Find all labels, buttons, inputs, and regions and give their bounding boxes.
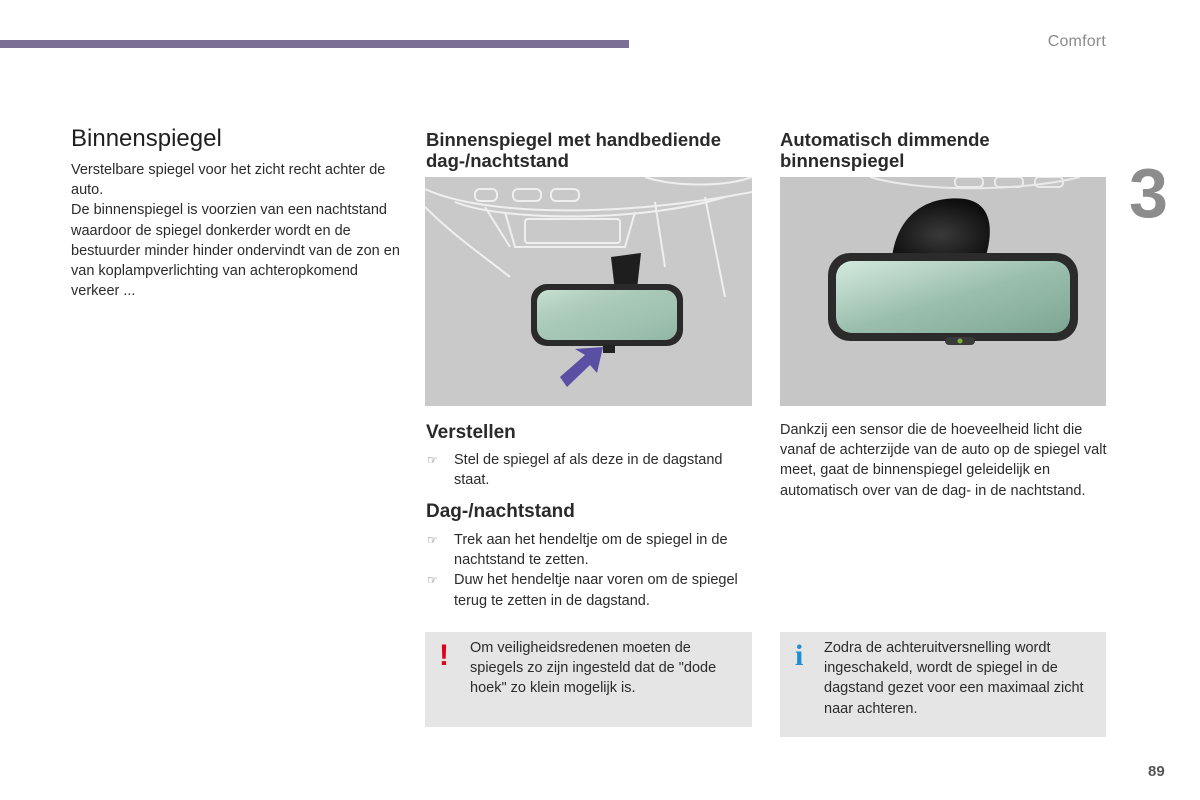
page-number: 89 bbox=[1148, 763, 1165, 780]
manual-mirror-image bbox=[425, 177, 752, 406]
list-item: ☞ Trek aan het hendeltje om de spiegel in de nachtstand te zetten. bbox=[427, 532, 728, 569]
list-item: ☞ Duw het hendeltje naar voren om de spiegel terug te zetten in de dagstand. bbox=[427, 572, 738, 609]
warning-text: Om veiligheidsredenen moeten de spiegels zo zijn ingesteld dat de "dode hoek" zo klein mogelijk is. bbox=[470, 640, 717, 697]
intro-paragraph: Verstelbare spiegel voor het zicht recht achter de auto. bbox=[71, 162, 386, 199]
push-arrow-icon bbox=[560, 347, 603, 387]
daynight-list bbox=[426, 530, 756, 611]
info-text: Zodra de achteruitversnelling wordt ingeschakeld, wordt de spiegel in de dagstand gezet voor een maximaal zicht naar achteren. bbox=[824, 640, 1084, 717]
hand-pointer-icon: ☞ bbox=[427, 573, 438, 588]
section-label: Comfort bbox=[1047, 33, 1106, 50]
daynight-heading: Dag-/nachtstand bbox=[426, 501, 575, 522]
hand-pointer-icon: ☞ bbox=[427, 533, 438, 547]
auto-mirror-description: Dankzij een sensor die de hoeveelheid licht die vanaf de achterzijde van de auto op de spiegel valt meet, gaat de binnenspiegel geleidelijk en automatisch over van de dag- in de nachtstand. bbox=[780, 422, 1107, 499]
warning-icon: ! bbox=[439, 639, 449, 672]
list-item: ☞ Stel de spiegel af als deze in de dagstand staat. bbox=[427, 452, 723, 489]
header-accent-bar bbox=[0, 40, 629, 48]
warning-note bbox=[425, 632, 752, 727]
auto-mirror-image bbox=[780, 177, 1106, 406]
intro-paragraph: De binnenspiegel is voorzien van een nachtstand waardoor de spiegel donkerder wordt en de bestuurder minder hinder ondervindt van de zon en van koplampverlichting van achteropkomend verkeer ... bbox=[71, 202, 400, 300]
info-note bbox=[780, 632, 1106, 737]
info-icon: i bbox=[795, 639, 804, 672]
page-title: Binnenspiegel bbox=[71, 125, 222, 152]
adjust-list bbox=[426, 450, 756, 490]
manual-mirror-heading: Binnenspiegel met handbediende dag-/nachtstand bbox=[426, 129, 722, 171]
auto-mirror-heading: Automatisch dimmende binnenspiegel bbox=[780, 129, 990, 171]
adjust-heading: Verstellen bbox=[426, 422, 516, 443]
chapter-number: 3 bbox=[1129, 154, 1168, 232]
intro-text bbox=[71, 160, 401, 301]
hand-pointer-icon: ☞ bbox=[427, 453, 438, 467]
